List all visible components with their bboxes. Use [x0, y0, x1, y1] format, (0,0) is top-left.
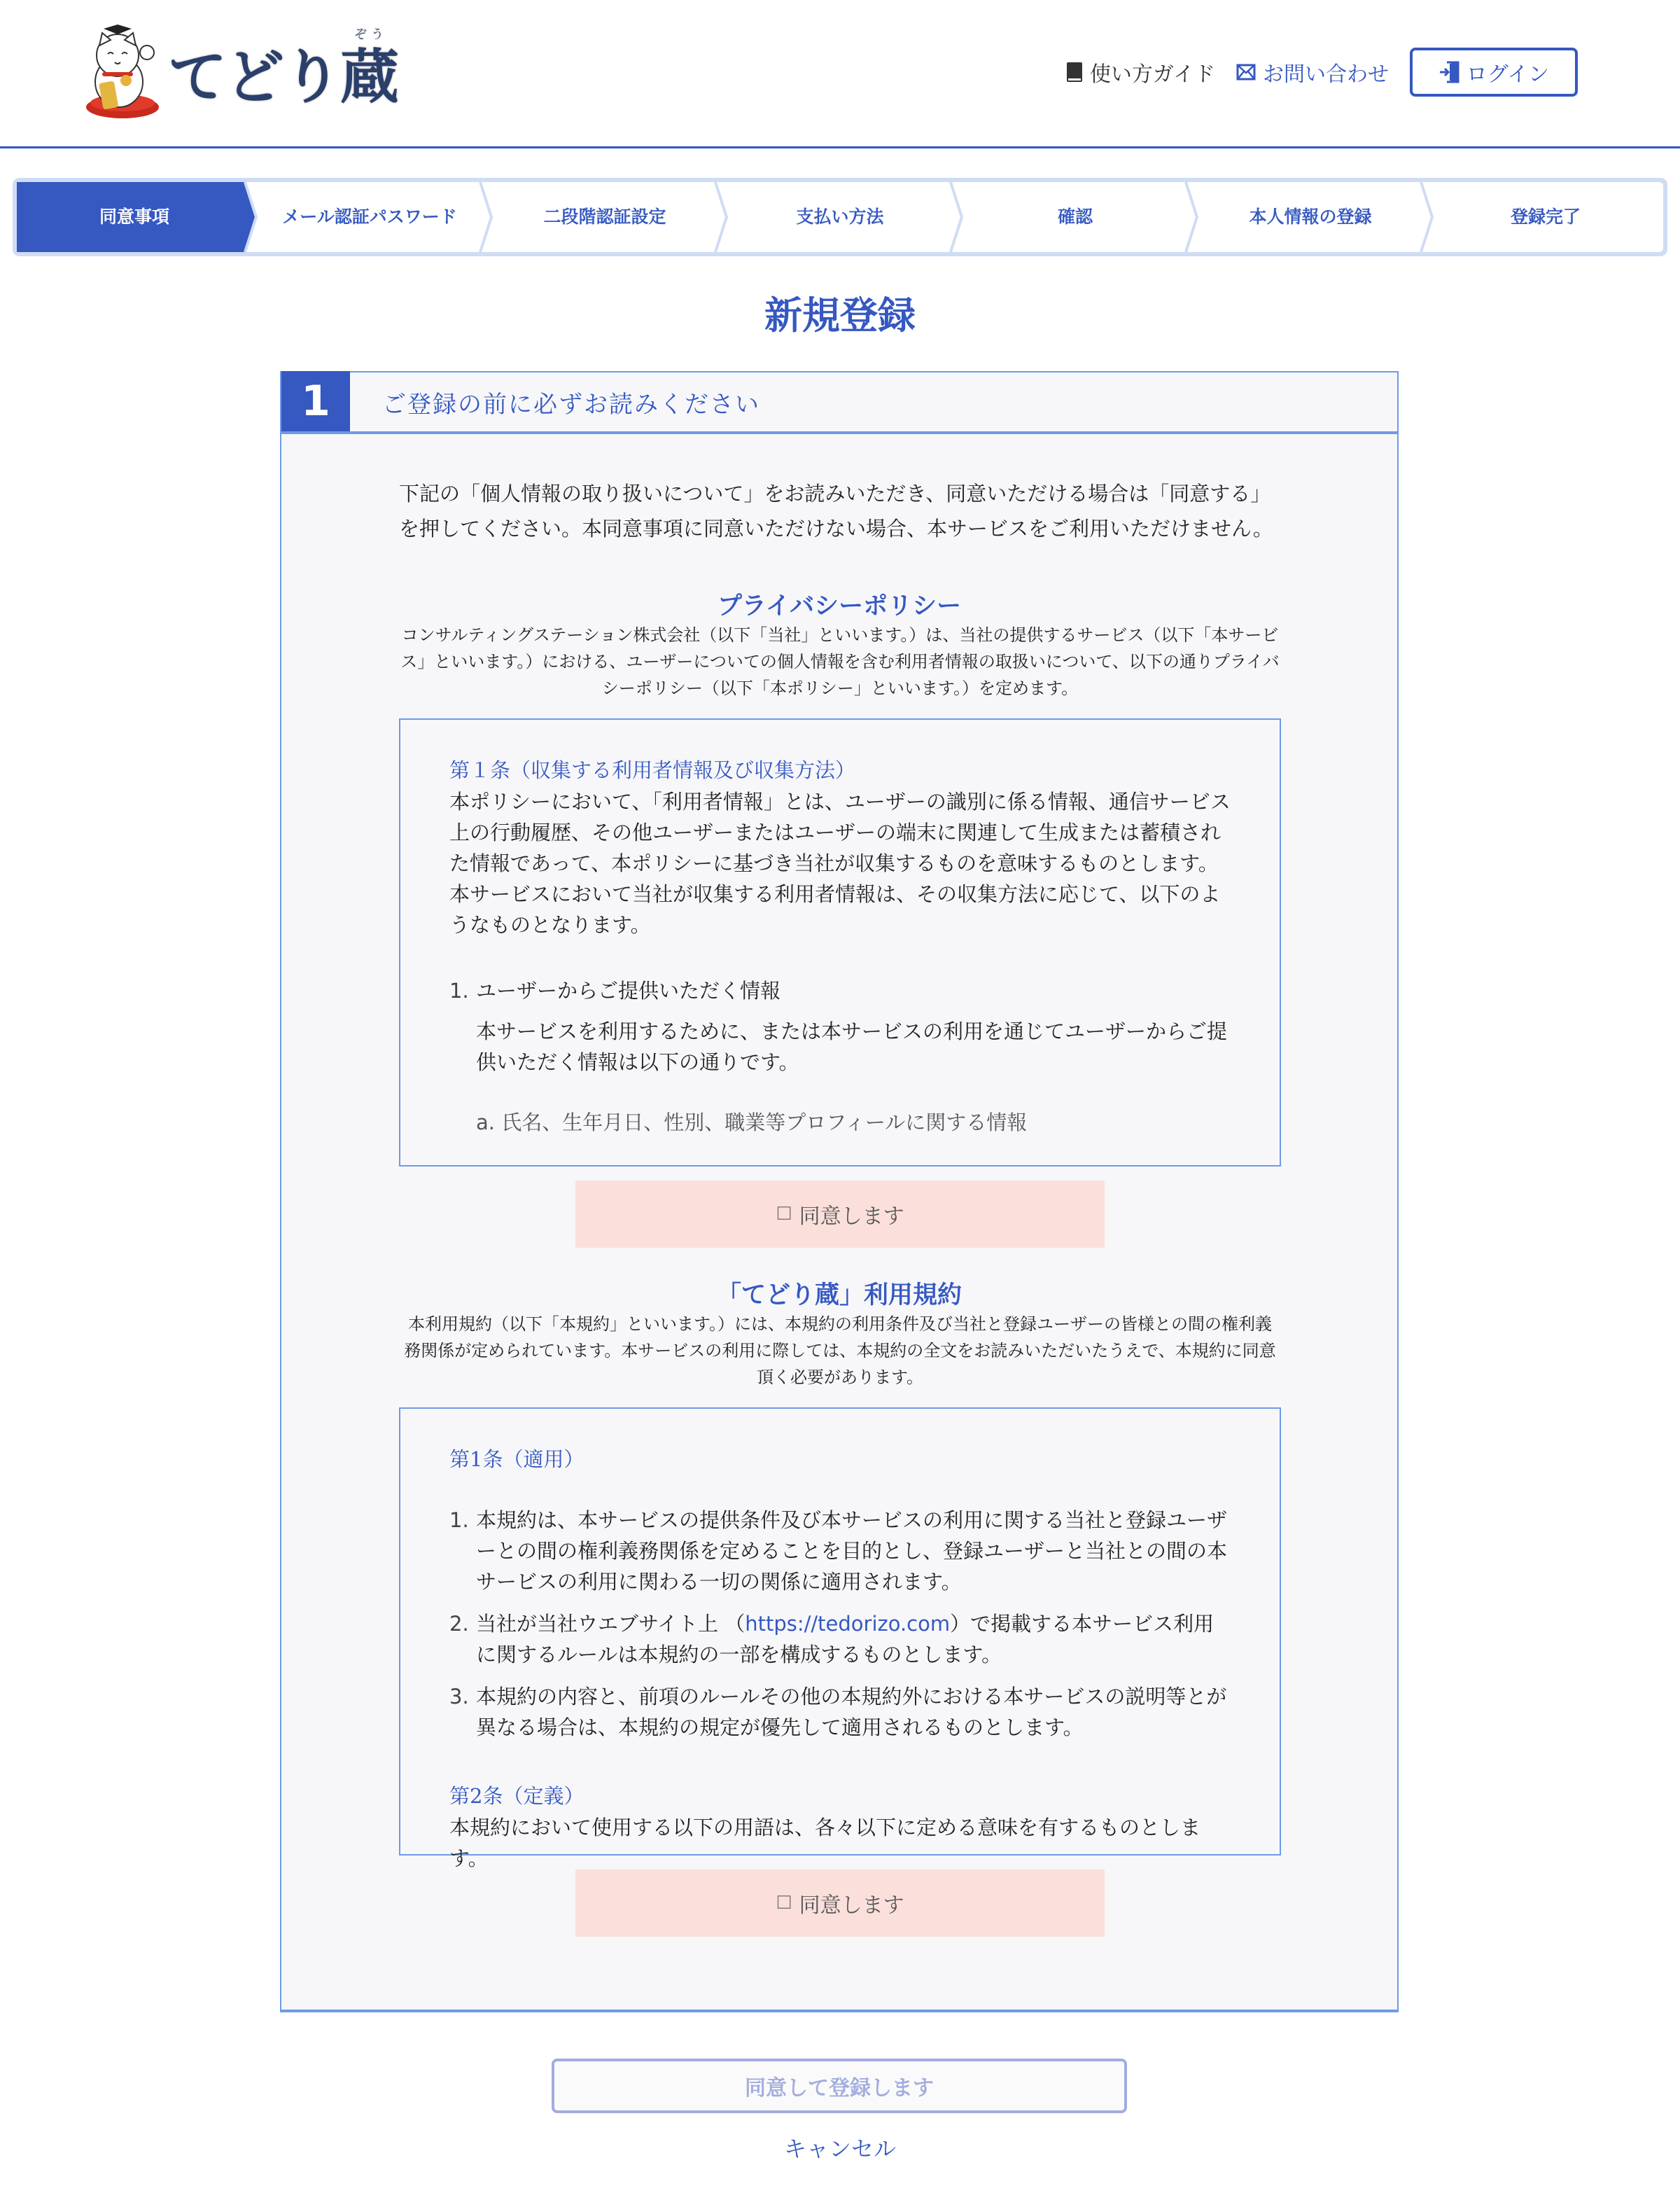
list-item-detail: 本サービスを利用するために、または本サービスの利用を通じてユーザーからご提供いただく情報は以下の通りです。 — [476, 1019, 1228, 1074]
list-item: 3. 本規約の内容と、前項のルールその他の本規約外における本サービスの説明等とが異なる場合は、本規約の規定が優先して適用されるものとします。 — [449, 1685, 1227, 1739]
step-confirm[interactable]: 確認 — [1057, 207, 1093, 228]
registration-stepper — [13, 178, 1667, 256]
terms-scrollbox[interactable] — [399, 1407, 1281, 1870]
page-title: 新規登録 — [764, 293, 916, 337]
step-divider — [480, 182, 491, 252]
section-number: 1 — [281, 371, 350, 431]
terms-title: 「てどり蔵」利用規約 — [716, 1281, 962, 1309]
checkbox-icon: ☐ — [776, 1893, 792, 1914]
step-complete[interactable]: 登録完了 — [1510, 207, 1581, 228]
privacy-policy-scrollbox[interactable] — [399, 718, 1281, 1167]
privacy-policy-title: プライバシーポリシー — [717, 592, 962, 620]
list-sub-item: a. 氏名、生年月日、性別、職業等プロフィールに関する情報 — [476, 1111, 1028, 1134]
cancel-link[interactable]: キャンセル — [783, 2136, 896, 2162]
article-body: 本規約において使用する以下の用語は、各々以下に定める意味を有するものとします。 — [449, 1816, 1201, 1870]
article-title: 第１条（収集する利用者情報及び収集方法） — [449, 758, 856, 782]
stepper-track — [17, 182, 1663, 252]
step-payment[interactable]: 支払い方法 — [796, 207, 884, 228]
contact-link[interactable]: お問い合わせ — [1236, 57, 1389, 88]
consent-section — [280, 371, 1399, 2012]
list-item: 2. 当社が当社ウエブサイト上 （https://tedorizo.com）で掲載する本サービス利用に関するルールは本規約の一部を構成するものとします。 — [449, 1612, 1214, 1666]
article-body: 本ポリシーにおいて、「利用者情報」とは、ユーザーの識別に係る情報、通信サービス上の行動履歴、その他ユーザーまたはユーザーの端末に関連して生成または蓄積された情報であって、本ポリシーに基づき当社が収集するものを意味するものとします。本サービスにおいて当社が収集する利用者情報は、その収集方法に応じて、以下のようなものとなります。 — [449, 790, 1231, 937]
privacy-policy-description: コンサルティングステーション株式会社（以下「当社」といいます。）は、当社の提供するサービス（以下「本サービス」といいます。）における、ユーザーについての個人情報を含む利用者情報の取扱いについて、以下の通りプライバシーポリシー（以下「本ポリシー」といいます。）を定めます。 — [400, 625, 1280, 698]
article-title: 第1条（適用） — [449, 1447, 584, 1471]
header-nav — [1066, 48, 1578, 97]
section-header — [281, 373, 1397, 434]
agree-and-register-button[interactable]: 同意して登録します — [552, 2059, 1127, 2113]
step-consent[interactable]: 同意事項 — [99, 207, 169, 228]
guide-link[interactable]: 使い方ガイド — [1066, 57, 1215, 88]
intro-text: 下記の「個人情報の取り扱いについて」をお読みいただき、同意いただける場合は「同意する」を押してください。本同意事項に同意いただけない場合、本サービスをご利用いただけません。 — [399, 482, 1273, 541]
book-icon — [1066, 62, 1083, 83]
tedorizo-link[interactable]: https://tedorizo.com — [745, 1612, 951, 1636]
privacy-agree-checkbox[interactable]: ☐ 同意します — [575, 1181, 1105, 1248]
login-button[interactable]: ログイン — [1410, 48, 1578, 97]
logo[interactable] — [84, 20, 398, 125]
step-divider — [715, 182, 727, 252]
logo-text: てどり蔵 ぞう — [168, 30, 398, 115]
section-title: ご登録の前に必ずお読みください — [382, 390, 760, 419]
maneki-neko-icon — [84, 25, 161, 120]
terms-description: 本利用規約（以下「本規約」といいます。）には、本規約の利用条件及び当社と登録ユーザーの皆様との間の権利義務関係が定められています。本サービスの利用に際しては、本規約の全文をお読みいただいたうえで、本規約に同意頂く必要があります。 — [404, 1314, 1276, 1387]
list-item: 1. ユーザーからご提供いただく情報 — [449, 979, 781, 1003]
mail-icon — [1236, 64, 1256, 81]
logo-ruby: ぞう — [354, 27, 388, 42]
article-title: 第2条（定義） — [449, 1784, 584, 1808]
list-item: 1. 本規約は、本サービスの提供条件及び本サービスの利用に関する当社と登録ユーザーとの間の権利義務関係を定めることを目的とし、登録ユーザーと当社との間の本サービスの利用に関わる一切の関係に適用されます。 — [449, 1508, 1228, 1594]
step-divider — [951, 182, 962, 252]
login-door-icon — [1438, 61, 1460, 83]
checkbox-icon: ☐ — [776, 1204, 792, 1225]
step-email-password[interactable]: メール認証パスワード — [282, 207, 457, 228]
step-divider — [1421, 182, 1432, 252]
site-header — [0, 0, 1680, 148]
step-divider — [1186, 182, 1197, 252]
step-personal-info[interactable]: 本人情報の登録 — [1249, 207, 1372, 228]
terms-agree-checkbox[interactable]: ☐ 同意します — [575, 1870, 1105, 1937]
step-two-factor[interactable]: 二段階認証設定 — [543, 207, 666, 228]
